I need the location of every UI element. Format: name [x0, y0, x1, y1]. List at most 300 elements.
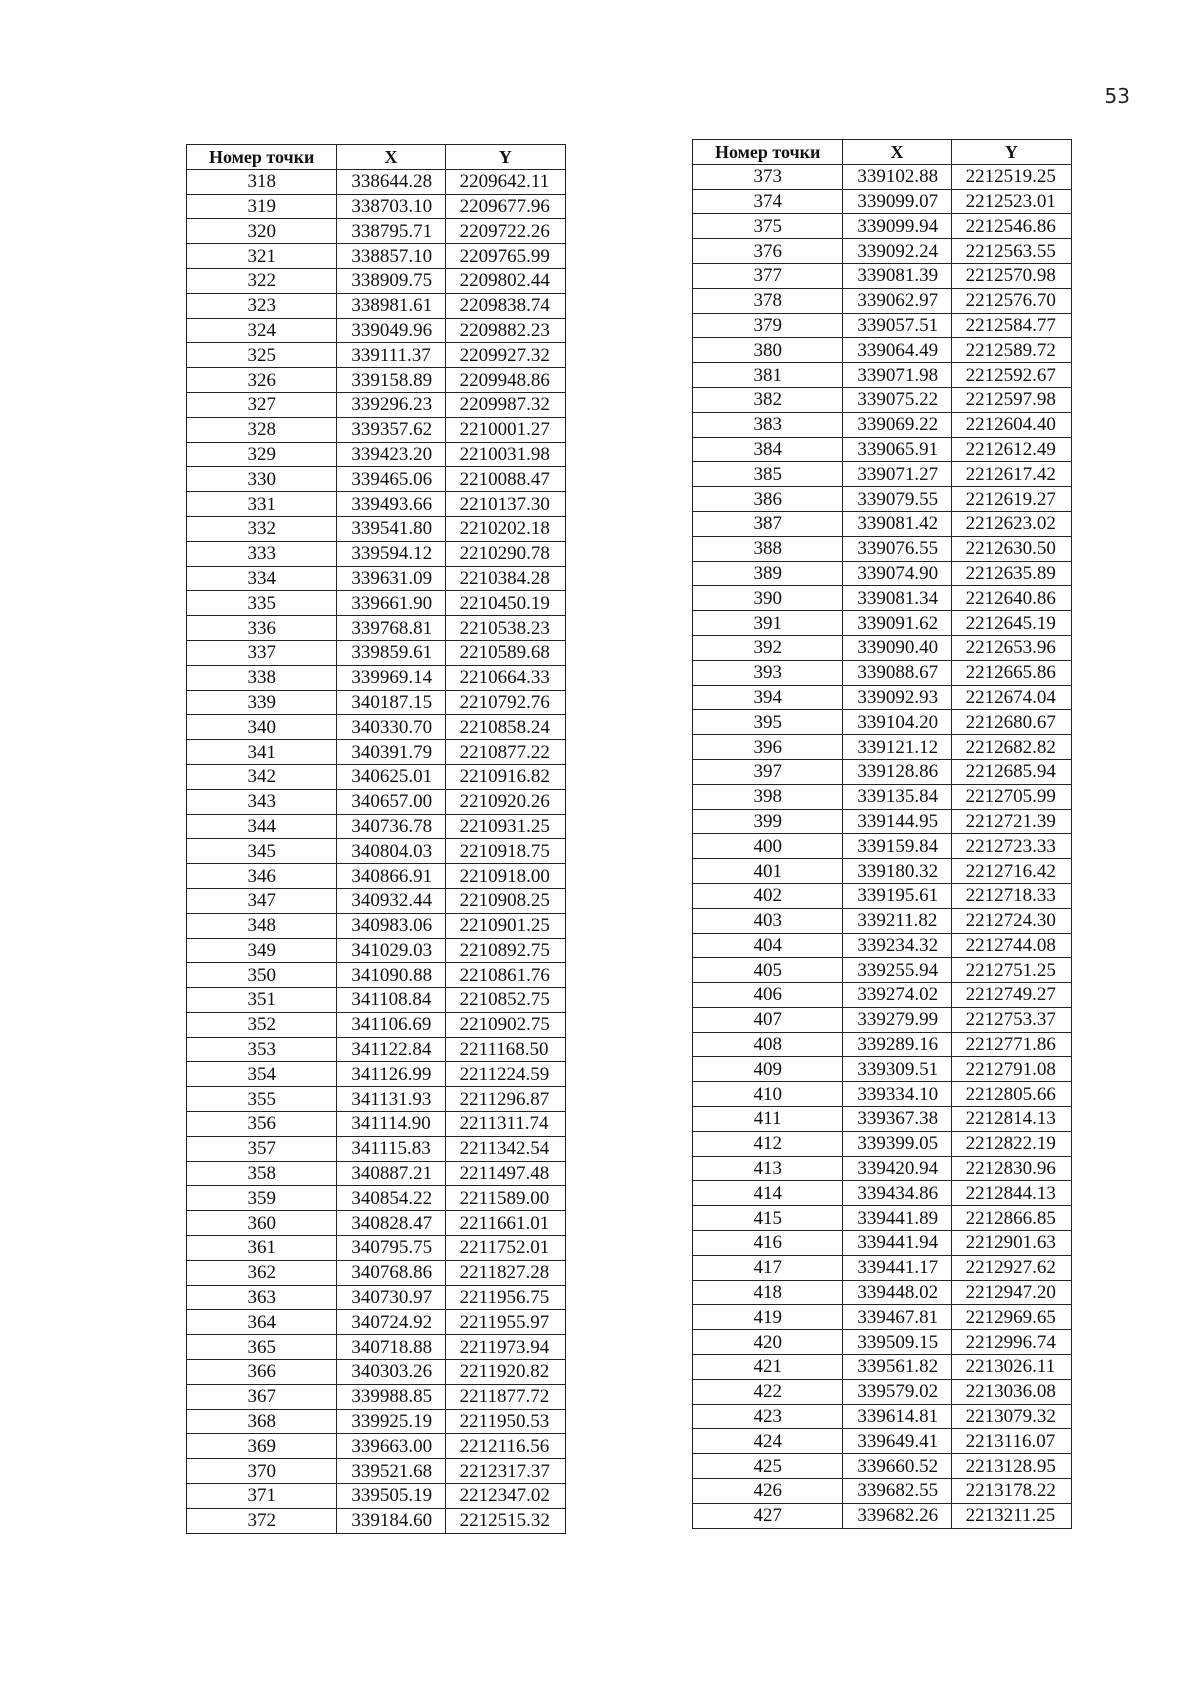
cell-point-number: 343 — [187, 789, 337, 814]
table-row — [693, 1379, 1072, 1404]
cell-point-number: 427 — [693, 1503, 843, 1528]
table-row — [693, 784, 1072, 809]
cell-y: 2209802.44 — [445, 268, 565, 293]
cell-point-number: 319 — [187, 194, 337, 219]
table-row — [187, 1037, 566, 1062]
cell-point-number: 405 — [693, 958, 843, 983]
cell-point-number: 420 — [693, 1330, 843, 1355]
coordinates-table-left — [186, 144, 566, 1534]
cell-x: 339420.94 — [843, 1156, 951, 1181]
cell-point-number: 346 — [187, 864, 337, 889]
cell-y: 2212814.13 — [951, 1107, 1071, 1132]
cell-y: 2212619.27 — [951, 487, 1071, 512]
cell-x: 338644.28 — [337, 169, 445, 194]
cell-point-number: 410 — [693, 1082, 843, 1107]
cell-point-number: 370 — [187, 1459, 337, 1484]
cell-y: 2212805.66 — [951, 1082, 1071, 1107]
cell-y: 2210908.25 — [445, 888, 565, 913]
cell-point-number: 328 — [187, 417, 337, 442]
cell-point-number: 383 — [693, 412, 843, 437]
cell-point-number: 424 — [693, 1429, 843, 1454]
table-row — [693, 1107, 1072, 1132]
table-row — [187, 1434, 566, 1459]
cell-x: 339081.34 — [843, 586, 951, 611]
table-row — [693, 487, 1072, 512]
table-row — [187, 665, 566, 690]
cell-point-number: 409 — [693, 1057, 843, 1082]
cell-y: 2212515.32 — [445, 1508, 565, 1533]
cell-point-number: 331 — [187, 492, 337, 517]
cell-y: 2212116.56 — [445, 1434, 565, 1459]
cell-y: 2212640.86 — [951, 586, 1071, 611]
cell-y: 2212927.62 — [951, 1255, 1071, 1280]
table-row — [187, 1459, 566, 1484]
cell-point-number: 322 — [187, 268, 337, 293]
cell-y: 2209987.32 — [445, 392, 565, 417]
cell-x: 341108.84 — [337, 988, 445, 1013]
table-row — [693, 983, 1072, 1008]
cell-point-number: 341 — [187, 740, 337, 765]
cell-point-number: 350 — [187, 963, 337, 988]
cell-point-number: 327 — [187, 392, 337, 417]
cell-point-number: 401 — [693, 859, 843, 884]
cell-x: 339135.84 — [843, 784, 951, 809]
cell-point-number: 422 — [693, 1379, 843, 1404]
cell-point-number: 351 — [187, 988, 337, 1013]
cell-y: 2210589.68 — [445, 640, 565, 665]
cell-x: 340330.70 — [337, 715, 445, 740]
table-row — [693, 1007, 1072, 1032]
cell-x: 339099.07 — [843, 189, 951, 214]
table-row — [693, 735, 1072, 760]
table-row — [187, 318, 566, 343]
cell-point-number: 414 — [693, 1181, 843, 1206]
cell-x: 339682.55 — [843, 1479, 951, 1504]
table-row — [187, 715, 566, 740]
cell-y: 2212751.25 — [951, 958, 1071, 983]
cell-point-number: 394 — [693, 685, 843, 710]
cell-point-number: 330 — [187, 467, 337, 492]
cell-y: 2213178.22 — [951, 1479, 1071, 1504]
cell-x: 339309.51 — [843, 1057, 951, 1082]
cell-point-number: 415 — [693, 1206, 843, 1231]
cell-point-number: 425 — [693, 1454, 843, 1479]
cell-point-number: 318 — [187, 169, 337, 194]
table-row — [693, 363, 1072, 388]
cell-y: 2212592.67 — [951, 363, 1071, 388]
cell-point-number: 398 — [693, 784, 843, 809]
cell-y: 2211752.01 — [445, 1236, 565, 1261]
table-row — [693, 164, 1072, 189]
cell-x: 339296.23 — [337, 392, 445, 417]
cell-y: 2212612.49 — [951, 437, 1071, 462]
table-row — [693, 1404, 1072, 1429]
cell-point-number: 403 — [693, 908, 843, 933]
cell-x: 339184.60 — [337, 1508, 445, 1533]
cell-y: 2209765.99 — [445, 244, 565, 269]
cell-y: 2212969.65 — [951, 1305, 1071, 1330]
cell-y: 2212597.98 — [951, 387, 1071, 412]
cell-point-number: 374 — [693, 189, 843, 214]
table-row — [187, 541, 566, 566]
table-row — [187, 169, 566, 194]
cell-x: 339128.86 — [843, 759, 951, 784]
cell-x: 339071.27 — [843, 462, 951, 487]
cell-x: 340625.01 — [337, 764, 445, 789]
cell-y: 2210918.00 — [445, 864, 565, 889]
column-header-x: X — [843, 140, 951, 165]
cell-point-number: 381 — [693, 363, 843, 388]
cell-y: 2211342.54 — [445, 1136, 565, 1161]
table-row — [187, 1384, 566, 1409]
cell-x: 340887.21 — [337, 1161, 445, 1186]
table-row — [693, 1181, 1072, 1206]
cell-x: 340932.44 — [337, 888, 445, 913]
cell-y: 2210901.25 — [445, 913, 565, 938]
table-row — [187, 690, 566, 715]
cell-x: 339195.61 — [843, 883, 951, 908]
cell-x: 339104.20 — [843, 710, 951, 735]
cell-y: 2212576.70 — [951, 288, 1071, 313]
cell-point-number: 366 — [187, 1360, 337, 1385]
cell-y: 2210384.28 — [445, 566, 565, 591]
cell-x: 341090.88 — [337, 963, 445, 988]
cell-x: 339423.20 — [337, 442, 445, 467]
cell-y: 2212317.37 — [445, 1459, 565, 1484]
cell-point-number: 390 — [693, 586, 843, 611]
cell-y: 2212589.72 — [951, 338, 1071, 363]
cell-x: 339505.19 — [337, 1484, 445, 1509]
cell-x: 339561.82 — [843, 1355, 951, 1380]
cell-y: 2213079.32 — [951, 1404, 1071, 1429]
cell-x: 339158.89 — [337, 368, 445, 393]
cell-point-number: 392 — [693, 635, 843, 660]
cell-point-number: 387 — [693, 511, 843, 536]
cell-point-number: 412 — [693, 1131, 843, 1156]
table-row — [187, 1360, 566, 1385]
cell-point-number: 345 — [187, 839, 337, 864]
cell-y: 2211497.48 — [445, 1161, 565, 1186]
cell-y: 2210892.75 — [445, 938, 565, 963]
table-row — [693, 412, 1072, 437]
cell-point-number: 367 — [187, 1384, 337, 1409]
cell-y: 2212630.50 — [951, 536, 1071, 561]
table-row — [693, 660, 1072, 685]
cell-y: 2212830.96 — [951, 1156, 1071, 1181]
cell-point-number: 379 — [693, 313, 843, 338]
table-row — [187, 368, 566, 393]
cell-point-number: 373 — [693, 164, 843, 189]
cell-y: 2212723.33 — [951, 834, 1071, 859]
cell-y: 2212716.42 — [951, 859, 1071, 884]
cell-y: 2212523.01 — [951, 189, 1071, 214]
cell-y: 2209882.23 — [445, 318, 565, 343]
table-row — [187, 1062, 566, 1087]
table-row — [187, 219, 566, 244]
cell-point-number: 372 — [187, 1508, 337, 1533]
cell-x: 341131.93 — [337, 1087, 445, 1112]
table-row — [693, 1206, 1072, 1231]
table-row — [693, 958, 1072, 983]
table-row — [187, 988, 566, 1013]
table-row — [693, 586, 1072, 611]
table-row — [187, 839, 566, 864]
table-row — [187, 268, 566, 293]
table-row — [187, 244, 566, 269]
cell-x: 339988.85 — [337, 1384, 445, 1409]
table-row — [693, 1355, 1072, 1380]
cell-y: 2210920.26 — [445, 789, 565, 814]
cell-y: 2210861.76 — [445, 963, 565, 988]
cell-y: 2212546.86 — [951, 214, 1071, 239]
cell-point-number: 334 — [187, 566, 337, 591]
table-row — [187, 1335, 566, 1360]
cell-point-number: 419 — [693, 1305, 843, 1330]
cell-y: 2210450.19 — [445, 591, 565, 616]
cell-y: 2212653.96 — [951, 635, 1071, 660]
cell-point-number: 335 — [187, 591, 337, 616]
table-row — [693, 1231, 1072, 1256]
cell-y: 2210916.82 — [445, 764, 565, 789]
cell-y: 2212623.02 — [951, 511, 1071, 536]
cell-x: 339399.05 — [843, 1131, 951, 1156]
table-row — [187, 1136, 566, 1161]
table-row — [693, 834, 1072, 859]
table-row — [187, 740, 566, 765]
table-row — [693, 1479, 1072, 1504]
cell-point-number: 416 — [693, 1231, 843, 1256]
cell-x: 339357.62 — [337, 417, 445, 442]
cell-x: 338857.10 — [337, 244, 445, 269]
table-row — [187, 417, 566, 442]
table-row — [693, 1255, 1072, 1280]
cell-x: 339925.19 — [337, 1409, 445, 1434]
cell-x: 339075.22 — [843, 387, 951, 412]
cell-x: 340187.15 — [337, 690, 445, 715]
cell-x: 339057.51 — [843, 313, 951, 338]
table-row — [693, 536, 1072, 561]
cell-point-number: 332 — [187, 516, 337, 541]
table-row — [187, 343, 566, 368]
cell-y: 2213128.95 — [951, 1454, 1071, 1479]
cell-x: 339144.95 — [843, 809, 951, 834]
cell-x: 339441.94 — [843, 1231, 951, 1256]
cell-x: 341106.69 — [337, 1012, 445, 1037]
cell-point-number: 368 — [187, 1409, 337, 1434]
column-header-x: X — [337, 145, 445, 170]
cell-y: 2210031.98 — [445, 442, 565, 467]
column-header-point-number: Номер точки — [693, 140, 843, 165]
cell-point-number: 362 — [187, 1260, 337, 1285]
column-header-y: Y — [445, 145, 565, 170]
table-row — [693, 437, 1072, 462]
cell-y: 2212685.94 — [951, 759, 1071, 784]
cell-x: 339081.42 — [843, 511, 951, 536]
cell-point-number: 363 — [187, 1285, 337, 1310]
cell-x: 341114.90 — [337, 1112, 445, 1137]
cell-point-number: 402 — [693, 883, 843, 908]
table-row — [693, 1156, 1072, 1181]
table-row — [187, 864, 566, 889]
cell-point-number: 375 — [693, 214, 843, 239]
table-row — [187, 293, 566, 318]
cell-y: 2210137.30 — [445, 492, 565, 517]
table-row — [693, 759, 1072, 784]
cell-x: 339465.06 — [337, 467, 445, 492]
cell-x: 339159.84 — [843, 834, 951, 859]
table-row — [693, 462, 1072, 487]
cell-y: 2212771.86 — [951, 1032, 1071, 1057]
table-row — [187, 888, 566, 913]
cell-point-number: 371 — [187, 1484, 337, 1509]
table-row — [693, 1503, 1072, 1528]
cell-y: 2211661.01 — [445, 1211, 565, 1236]
table-row — [187, 640, 566, 665]
cell-point-number: 353 — [187, 1037, 337, 1062]
cell-x: 339649.41 — [843, 1429, 951, 1454]
cell-x: 339092.93 — [843, 685, 951, 710]
table-row — [187, 194, 566, 219]
cell-point-number: 396 — [693, 735, 843, 760]
cell-y: 2212822.19 — [951, 1131, 1071, 1156]
cell-point-number: 358 — [187, 1161, 337, 1186]
cell-y: 2211920.82 — [445, 1360, 565, 1385]
table-row — [693, 288, 1072, 313]
table-row — [693, 1305, 1072, 1330]
cell-y: 2210290.78 — [445, 541, 565, 566]
cell-point-number: 342 — [187, 764, 337, 789]
table-row — [187, 764, 566, 789]
cell-x: 339090.40 — [843, 635, 951, 660]
cell-y: 2210877.22 — [445, 740, 565, 765]
cell-point-number: 321 — [187, 244, 337, 269]
cell-x: 339065.91 — [843, 437, 951, 462]
cell-point-number: 377 — [693, 263, 843, 288]
cell-y: 2212705.99 — [951, 784, 1071, 809]
table-row — [187, 566, 566, 591]
cell-x: 341122.84 — [337, 1037, 445, 1062]
cell-point-number: 356 — [187, 1112, 337, 1137]
cell-x: 339594.12 — [337, 541, 445, 566]
cell-x: 339289.16 — [843, 1032, 951, 1057]
cell-point-number: 399 — [693, 809, 843, 834]
cell-point-number: 355 — [187, 1087, 337, 1112]
cell-point-number: 421 — [693, 1355, 843, 1380]
cell-y: 2211950.53 — [445, 1409, 565, 1434]
cell-y: 2212724.30 — [951, 908, 1071, 933]
cell-y: 2212674.04 — [951, 685, 1071, 710]
cell-point-number: 357 — [187, 1136, 337, 1161]
table-row — [187, 1012, 566, 1037]
cell-x: 339092.24 — [843, 239, 951, 264]
cell-y: 2212680.67 — [951, 710, 1071, 735]
cell-x: 339091.62 — [843, 611, 951, 636]
cell-x: 339102.88 — [843, 164, 951, 189]
table-row — [693, 685, 1072, 710]
cell-x: 339234.32 — [843, 933, 951, 958]
cell-y: 2212584.77 — [951, 313, 1071, 338]
column-header-point-number: Номер точки — [187, 145, 337, 170]
cell-y: 2210088.47 — [445, 467, 565, 492]
table-row — [187, 938, 566, 963]
cell-x: 340795.75 — [337, 1236, 445, 1261]
cell-point-number: 423 — [693, 1404, 843, 1429]
cell-point-number: 338 — [187, 665, 337, 690]
table-row — [693, 635, 1072, 660]
cell-x: 339079.55 — [843, 487, 951, 512]
cell-x: 339062.97 — [843, 288, 951, 313]
table-row — [693, 859, 1072, 884]
cell-x: 340983.06 — [337, 913, 445, 938]
cell-y: 2212744.08 — [951, 933, 1071, 958]
table-row — [693, 387, 1072, 412]
cell-point-number: 378 — [693, 288, 843, 313]
cell-x: 338703.10 — [337, 194, 445, 219]
cell-point-number: 386 — [693, 487, 843, 512]
cell-x: 340854.22 — [337, 1186, 445, 1211]
table-row — [693, 883, 1072, 908]
cell-y: 2211311.74 — [445, 1112, 565, 1137]
cell-x: 338909.75 — [337, 268, 445, 293]
cell-point-number: 337 — [187, 640, 337, 665]
cell-y: 2211827.28 — [445, 1260, 565, 1285]
cell-y: 2211956.75 — [445, 1285, 565, 1310]
table-row — [187, 392, 566, 417]
cell-point-number: 320 — [187, 219, 337, 244]
cell-x: 339279.99 — [843, 1007, 951, 1032]
cell-point-number: 388 — [693, 536, 843, 561]
cell-point-number: 384 — [693, 437, 843, 462]
cell-x: 339099.94 — [843, 214, 951, 239]
cell-point-number: 407 — [693, 1007, 843, 1032]
cell-y: 2212901.63 — [951, 1231, 1071, 1256]
cell-y: 2209948.86 — [445, 368, 565, 393]
cell-x: 339081.39 — [843, 263, 951, 288]
cell-x: 339255.94 — [843, 958, 951, 983]
cell-x: 339064.49 — [843, 338, 951, 363]
table-header-row — [693, 140, 1072, 165]
cell-x: 340866.91 — [337, 864, 445, 889]
table-row — [693, 710, 1072, 735]
cell-x: 339509.15 — [843, 1330, 951, 1355]
cell-y: 2212570.98 — [951, 263, 1071, 288]
cell-point-number: 344 — [187, 814, 337, 839]
table-row — [693, 561, 1072, 586]
coordinates-table-right — [692, 139, 1072, 1529]
cell-x: 340828.47 — [337, 1211, 445, 1236]
cell-y: 2210918.75 — [445, 839, 565, 864]
cell-point-number: 329 — [187, 442, 337, 467]
cell-point-number: 325 — [187, 343, 337, 368]
cell-point-number: 400 — [693, 834, 843, 859]
cell-point-number: 406 — [693, 983, 843, 1008]
cell-y: 2210792.76 — [445, 690, 565, 715]
cell-x: 339661.90 — [337, 591, 445, 616]
cell-x: 339211.82 — [843, 908, 951, 933]
cell-point-number: 408 — [693, 1032, 843, 1057]
cell-x: 340768.86 — [337, 1260, 445, 1285]
cell-x: 338795.71 — [337, 219, 445, 244]
cell-x: 340730.97 — [337, 1285, 445, 1310]
cell-point-number: 340 — [187, 715, 337, 740]
cell-x: 339768.81 — [337, 616, 445, 641]
cell-y: 2212645.19 — [951, 611, 1071, 636]
cell-point-number: 336 — [187, 616, 337, 641]
cell-point-number: 391 — [693, 611, 843, 636]
cell-y: 2212947.20 — [951, 1280, 1071, 1305]
table-row — [187, 1310, 566, 1335]
cell-y: 2211168.50 — [445, 1037, 565, 1062]
